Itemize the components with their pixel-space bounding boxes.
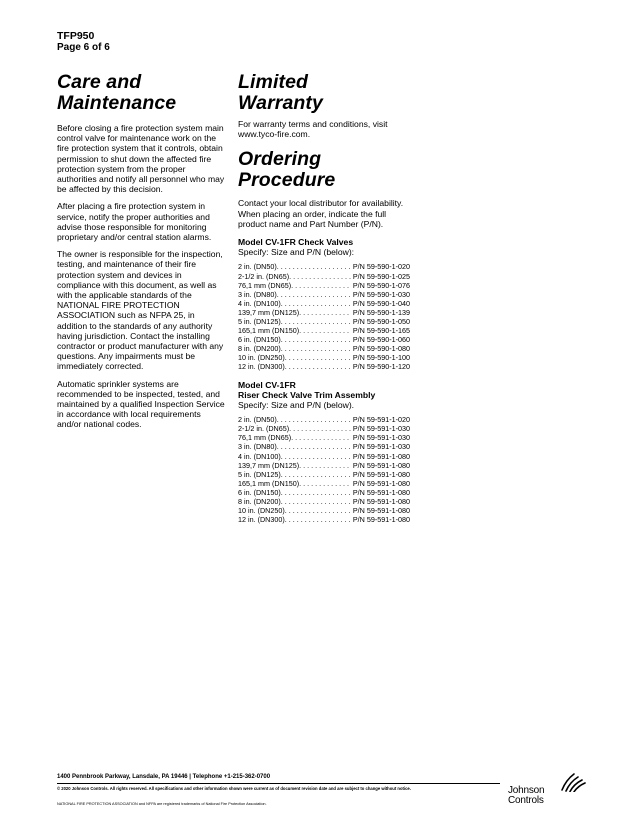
part-size: 3 in. (DN80) xyxy=(238,442,277,452)
trim-part-list xyxy=(238,415,410,524)
part-size: 12 in. (DN300) xyxy=(238,362,285,372)
part-number: P/N 59-591-1-030 xyxy=(352,442,410,452)
care-maintenance-title xyxy=(57,72,225,114)
check-valves-heading: Model CV-1FR Check Valves xyxy=(238,237,354,248)
part-size: 3 in. (DN80) xyxy=(238,289,277,299)
logo-line2: Controls xyxy=(508,795,544,806)
part-list-item xyxy=(238,515,410,524)
part-number: P/N 59-591-1-080 xyxy=(352,506,410,516)
part-number: P/N 59-590-1-076 xyxy=(352,280,410,290)
footer-trademark: NATIONAL FIRE PROTECTION ASSOCIATION and NFPA are registered trademarks of National Fire Protection Association. xyxy=(57,802,267,806)
part-list-item xyxy=(238,415,410,424)
ordering-title-line1: Ordering xyxy=(238,148,322,171)
part-number: P/N 59-591-1-080 xyxy=(352,469,410,479)
part-list-item xyxy=(238,442,410,451)
johnson-controls-logo xyxy=(508,770,588,810)
part-list-item xyxy=(238,433,410,442)
care-paragraph: Before closing a fire protection system main control valve for maintenance work on the fire protection system that it controls, obtain permission to shut down the affected fire protection system from the proper authorities and notify all personnel who may be affected by this decision. xyxy=(57,123,225,195)
part-number: P/N 59-590-1-040 xyxy=(352,298,410,308)
warranty-text: For warranty terms and conditions, visit www.tyco-fire.com. xyxy=(238,119,388,140)
part-list-item xyxy=(238,470,410,479)
care-paragraph: After placing a fire protection system in service, notify the proper authorities and advise those responsible for monitoring proprietary and/or central station alarms. xyxy=(57,201,212,243)
part-number: P/N 59-590-1-080 xyxy=(352,344,410,354)
part-size: 5 in. (DN125) xyxy=(238,316,281,326)
right-column xyxy=(238,72,410,524)
part-size: 2-1/2 in. (DN65) xyxy=(238,424,290,434)
document-header xyxy=(57,30,110,54)
part-list-item xyxy=(238,488,410,497)
part-size: 4 in. (DN100) xyxy=(238,298,281,308)
part-number: P/N 59-590-1-060 xyxy=(352,335,410,345)
trim-spec: Specify: Size and P/N (below). xyxy=(238,399,355,410)
part-list-item xyxy=(238,362,410,371)
part-list-item xyxy=(238,299,410,308)
warranty-title-line2: Warranty xyxy=(238,92,323,114)
part-list-item xyxy=(238,335,410,344)
part-size: 165,1 mm (DN150) xyxy=(238,326,300,336)
part-number: P/N 59-591-1-030 xyxy=(352,433,410,443)
part-size: 165,1 mm (DN150) xyxy=(238,478,300,488)
part-size: 5 in. (DN125) xyxy=(238,469,281,479)
part-size: 6 in. (DN150) xyxy=(238,335,281,345)
part-list-item xyxy=(238,308,410,317)
part-list-item xyxy=(238,344,410,353)
part-number: P/N 59-590-1-120 xyxy=(352,362,410,372)
part-number: P/N 59-590-1-050 xyxy=(352,316,410,326)
care-maintenance-section xyxy=(57,72,225,430)
part-number: P/N 59-590-1-020 xyxy=(352,262,410,272)
check-valves-part-list xyxy=(238,262,410,371)
check-valves-spec: Specify: Size and P/N (below): xyxy=(238,247,355,258)
part-number: P/N 59-591-1-080 xyxy=(352,460,410,470)
part-size: 10 in. (DN250) xyxy=(238,506,285,516)
footer-copyright: © 2020 Johnson Controls. All rights reserved. All specifications and other information shown were current as of document revision date and are subject to change without notice. xyxy=(57,786,411,791)
part-list-item xyxy=(238,326,410,335)
ordering-title-line2: Procedure xyxy=(238,169,336,192)
part-number: P/N 59-590-1-139 xyxy=(352,307,410,317)
part-size: 76,1 mm (DN65) xyxy=(238,433,292,443)
part-size: 6 in. (DN150) xyxy=(238,487,281,497)
part-list-item xyxy=(238,262,410,271)
part-number: P/N 59-591-1-020 xyxy=(352,415,410,425)
part-list-item xyxy=(238,479,410,488)
logo-line1: Johnson xyxy=(508,785,545,796)
footer-address: 1400 Pennbrook Parkway, Lansdale, PA 19446 | Telephone +1-215-362-0700 xyxy=(57,774,271,780)
ordering-procedure-title xyxy=(238,149,410,191)
care-paragraph: Automatic sprinkler systems are recommended to be inspected, tested, and maintained by a qualified Inspection Service in accordance with local requirements and/or national codes. xyxy=(57,378,225,430)
part-size: 8 in. (DN200) xyxy=(238,497,281,506)
part-number: P/N 59-591-1-080 xyxy=(352,451,410,461)
part-number: P/N 59-591-1-080 xyxy=(352,478,410,488)
part-list-item xyxy=(238,272,410,281)
part-size: 139,7 mm (DN125) xyxy=(238,460,300,470)
care-paragraph: The owner is responsible for the inspection, testing, and maintenance of their fire protection system and devices in compliance with this document, as well as with the applicable standards of the NATIONAL FIRE PROTECTION ASSOCIATION such as NFPA 25, in addition to the standards of any authority having jurisdiction. Contact the installing contractor or product manufacturer with any questions. Any impairments must be immediately corrected. xyxy=(57,249,224,372)
page-number: Page 6 of 6 xyxy=(57,42,110,53)
part-size: 2 in. (DN50) xyxy=(238,415,277,425)
part-number: P/N 59-590-1-165 xyxy=(352,326,410,336)
part-size: 2 in. (DN50) xyxy=(238,262,277,272)
care-title-line1: Care and xyxy=(57,71,142,93)
trim-heading xyxy=(238,380,410,400)
trim-heading-line2: Riser Check Valve Trim Assembly xyxy=(238,389,376,400)
part-number: P/N 59-590-1-025 xyxy=(352,271,410,281)
part-list-item xyxy=(238,317,410,326)
logo-mark-icon xyxy=(558,770,588,792)
ordering-procedure-section xyxy=(238,149,410,524)
part-list-item xyxy=(238,290,410,299)
part-size: 12 in. (DN300) xyxy=(238,515,285,525)
part-number: P/N 59-591-1-030 xyxy=(352,424,410,434)
part-size: 4 in. (DN100) xyxy=(238,451,281,461)
footer-divider xyxy=(57,783,500,784)
part-size: 8 in. (DN200) xyxy=(238,344,281,354)
trim-heading-line1: Model CV-1FR xyxy=(238,379,296,390)
part-list-item xyxy=(238,461,410,470)
part-list-item xyxy=(238,506,410,515)
part-number: P/N 59-591-1-080 xyxy=(352,497,410,506)
part-number: P/N 59-590-1-030 xyxy=(352,289,410,299)
part-list-item xyxy=(238,281,410,290)
part-list-item xyxy=(238,353,410,362)
part-size: 139,7 mm (DN125) xyxy=(238,307,300,317)
part-size: 76,1 mm (DN65) xyxy=(238,280,292,290)
part-list-item xyxy=(238,497,410,506)
part-size: 10 in. (DN250) xyxy=(238,353,285,363)
limited-warranty-title xyxy=(238,72,410,114)
part-number: P/N 59-591-1-080 xyxy=(352,515,410,525)
part-number: P/N 59-590-1-100 xyxy=(352,353,410,363)
part-size: 2-1/2 in. (DN65) xyxy=(238,271,290,281)
warranty-title-line1: Limited xyxy=(238,71,309,93)
logo-wordmark xyxy=(508,786,544,806)
ordering-intro: Contact your local distributor for availability. When placing an order, indicate the full product name and Part Number (P/N). xyxy=(238,198,404,229)
limited-warranty-section xyxy=(238,72,410,139)
part-number: P/N 59-591-1-080 xyxy=(352,487,410,497)
part-list-item xyxy=(238,452,410,461)
document-id: TFP950 xyxy=(57,30,95,42)
care-title-line2: Maintenance xyxy=(57,92,177,114)
part-list-item xyxy=(238,424,410,433)
